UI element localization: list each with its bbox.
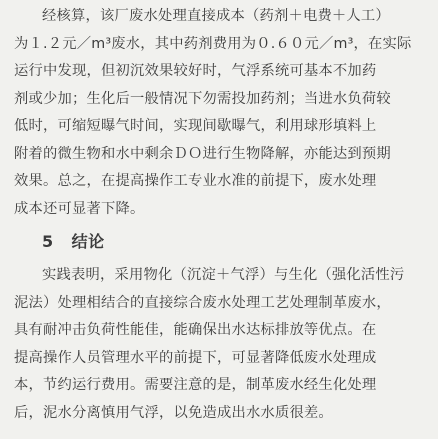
paragraph-line: 低时，可缩短曝气时间，实现间歇曝气，利用球形填料上 <box>14 118 377 134</box>
paragraph-line: 提高操作人员管理水平的前提下，可显著降低废水处理成 <box>14 349 377 366</box>
paragraph-line: 剂或少加；生化后一般情况下勿需投加药剂；当进水负荷较 <box>14 90 391 107</box>
section-heading <box>42 227 105 257</box>
section-number: 5 <box>42 232 54 251</box>
paragraph-line: 附着的微生物和水中剩余ＤＯ进行生物降解，亦能达到预期 <box>14 145 391 162</box>
conclusion-paragraph <box>14 262 426 427</box>
paragraph-line: 效果。总之，在提高操作工专业水准的前提下，废水处理 <box>14 173 377 189</box>
section-title: 结论 <box>71 232 105 251</box>
paragraph-line: 本，节约运行费用。需要注意的是，制革废水经生化处理 <box>14 377 377 393</box>
paragraph-line: 后，泥水分离慎用气浮，以免造成出水水质很差。 <box>14 404 333 421</box>
paragraph-line: 经核算，该厂废水处理直接成本（药剂＋电费＋人工） <box>42 8 390 24</box>
cost-paragraph <box>14 3 426 223</box>
paragraph-line: 实践表明，采用物化（沉淀＋气浮）与生化（强化活性污 <box>42 267 405 283</box>
paragraph-line: 具有耐冲击负荷性能佳，能确保出水达标排放等优点。在 <box>14 322 377 338</box>
paragraph-line: 运行中发现，但初沉效果较好时，气浮系统可基本不加药 <box>14 63 377 79</box>
paragraph-line: 为１.２元／m³废水，其中药剂费用为０.６０元／m³，在实际 <box>14 35 412 52</box>
paragraph-line: 泥法）处理相结合的直接综合废水处理工艺处理制革废水， <box>14 294 391 311</box>
paragraph-line: 成本还可显著下降。 <box>14 200 145 217</box>
